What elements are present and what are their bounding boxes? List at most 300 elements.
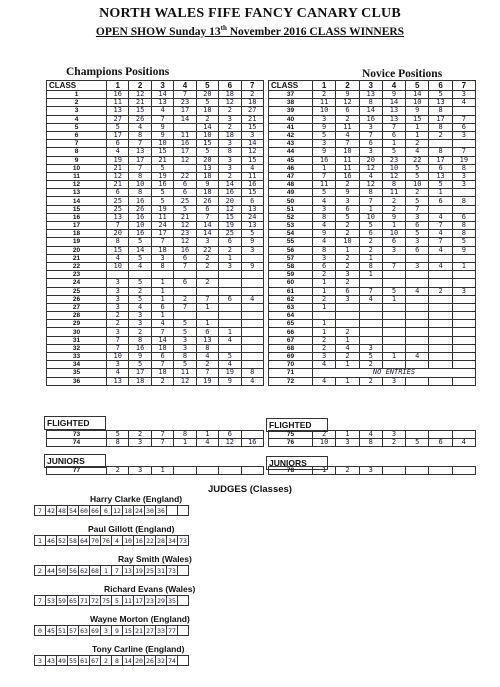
position-value: 5 [406,172,429,180]
position-value: 13 [429,99,452,107]
position-value: 10 [313,439,336,447]
table-row [47,205,264,213]
position-value [429,254,452,262]
position-value: 1 [196,303,218,311]
position-value: 2 [219,123,241,131]
position-value [429,377,452,385]
position-value: 3 [452,287,475,295]
judge-class-cell: 60 [80,506,88,515]
position-value: 8 [429,107,452,115]
judge-class-cell: 52 [58,536,66,545]
judge-classes-row [34,625,189,636]
position-value: 11 [107,99,129,107]
position-value: 9 [382,213,405,221]
judge-class-cell: 74 [168,656,176,665]
judges-title: JUDGES (Classes) [208,484,292,495]
position-value: 15 [129,107,151,115]
position-value: 4 [452,439,475,447]
position-value: 8 [107,439,129,447]
position-value [382,254,405,262]
position-value: 3 [129,312,151,320]
judge-class-cell: 30 [146,506,154,515]
class-number: 46 [269,164,313,172]
position-value: 7 [406,205,429,213]
position-value: 8 [241,369,263,377]
class-number: 31 [47,336,107,344]
position-value: 1 [313,164,336,172]
position-header: 4 [174,81,196,91]
position-header: 7 [241,81,263,91]
position-value: 1 [313,287,336,295]
judge-class-cell: 61 [80,656,88,665]
position-value: 4 [241,377,263,385]
position-value [359,320,382,328]
position-value: 7 [129,140,151,148]
class-number: 34 [47,361,107,369]
judge-class-cell: 9 [112,626,123,636]
class-number: 49 [269,189,313,197]
class-number: 35 [47,369,107,377]
position-value: 6 [452,213,475,221]
position-value: 2 [313,91,336,99]
position-value: 3 [129,320,151,328]
position-value: 4 [219,361,241,369]
judge-class-cell: 25 [146,566,154,575]
position-value [107,271,129,279]
position-value: 10 [382,164,405,172]
position-value: 5 [196,99,218,107]
table-row [47,115,264,123]
position-value: 12 [107,172,129,180]
class-number: 32 [47,344,107,352]
position-value: 3 [219,262,241,270]
position-value: 12 [336,99,359,107]
class-number: 55 [269,238,313,246]
table-row [47,189,264,197]
position-value: 15 [406,115,429,123]
position-value: 4 [196,439,218,447]
class-number: 44 [269,148,313,156]
position-value: 2 [313,271,336,279]
judge-class-cell: 32 [157,656,165,665]
position-value [452,254,475,262]
position-value: 21 [241,115,263,123]
position-value: 19 [151,172,173,180]
position-value: 3 [452,91,475,99]
table-row [269,336,476,344]
judge-class-cell: 67 [91,656,99,665]
position-value: 17 [107,131,129,139]
judge-class-cell: 76 [102,536,110,545]
position-value: 5 [313,131,336,139]
table-row [269,254,476,262]
table-row [269,189,476,197]
position-value: 11 [313,181,336,189]
judge-class-cell: 14 [124,656,132,665]
position-value [219,271,241,279]
position-value [452,336,475,344]
position-value: 2 [196,361,218,369]
position-value [196,271,218,279]
header-row [47,81,264,91]
position-value: 5 [313,189,336,197]
judge-class-cell: 50 [58,566,66,575]
table-row [269,303,476,311]
position-value: 1 [359,254,382,262]
position-value: 4 [129,123,151,131]
position-value: 1 [382,353,405,361]
position-value: 3 [406,213,429,221]
juniors-label-novice: JUNIORS [266,456,328,470]
position-value: 6 [107,189,129,197]
position-value [452,205,475,213]
judge-class-cell: 18 [124,506,132,515]
class-number: 43 [269,140,313,148]
position-value: 2 [382,439,405,447]
judge-class-cell: 36 [157,506,165,515]
table-row [269,156,476,164]
position-value: 3 [406,238,429,246]
position-value: 1 [406,131,429,139]
position-value: 21 [174,213,196,221]
position-value: 16 [129,344,151,352]
position-value: 12 [219,205,241,213]
judge-class-cell: 15 [124,626,132,635]
table-row [47,164,264,172]
position-value: 3 [151,254,173,262]
table-row [47,439,264,447]
position-value: 8 [151,262,173,270]
position-value: 13 [107,213,129,221]
position-value: 5 [107,431,129,439]
position-value: 3 [107,287,129,295]
table-row [47,344,264,352]
class-number: 14 [47,197,107,205]
position-value: 14 [359,107,382,115]
position-value [241,303,263,311]
position-value: 12 [219,439,241,447]
position-value [174,164,196,172]
position-value [452,320,475,328]
position-value: 19 [151,205,173,213]
position-value: 11 [336,164,359,172]
position-value: 6 [429,197,452,205]
position-value: 10 [313,107,336,115]
position-value: 6 [107,140,129,148]
position-value: 9 [313,230,336,238]
header-row [269,81,476,91]
position-value: 15 [219,213,241,221]
judge-class-cell: 68 [91,566,99,575]
position-value [452,328,475,336]
position-value: 1 [151,279,173,287]
position-value: 3 [452,131,475,139]
position-value: 14 [382,99,405,107]
position-header: 2 [129,81,151,91]
class-number: 19 [47,238,107,246]
position-value: 7 [336,140,359,148]
position-value: 5 [151,197,173,205]
position-value: 6 [174,279,196,287]
position-value: 10 [107,262,129,270]
position-header: 5 [196,81,218,91]
class-number: 74 [47,439,107,447]
position-value: 15 [107,246,129,254]
position-value: 20 [196,91,218,99]
position-value [452,344,475,352]
position-value: 14 [174,115,196,123]
position-value: 4 [313,377,336,385]
position-value: 16 [313,156,336,164]
position-value: 1 [313,467,336,475]
judge-class-cell: 43 [47,656,55,665]
position-value: 6 [429,439,452,447]
position-value: 14 [151,336,173,344]
position-value [359,328,382,336]
position-value [382,336,405,344]
position-value: 3 [336,295,359,303]
position-value [241,344,263,352]
table-row [269,439,476,447]
class-number: 5 [47,123,107,131]
position-value [382,320,405,328]
position-value: 4 [452,99,475,107]
judge-class-cell: 6 [101,506,112,516]
judge-class-cell: 11 [124,596,132,605]
position-value [174,467,196,475]
juniors-champions-table [46,466,264,475]
position-value [406,336,429,344]
table-row [47,287,264,295]
judge-class-cell: 26 [146,656,154,665]
table-row [269,431,476,439]
position-value [336,303,359,311]
position-value: 1 [336,431,359,439]
judge-name: Paul Gillott (England) [88,524,175,534]
position-value [406,328,429,336]
judge-class-cell: 44 [47,566,55,575]
position-header: 5 [406,81,429,91]
judge-name: Wayne Morton (England) [90,614,190,624]
position-value: 1 [336,361,359,369]
position-value: 4 [219,336,241,344]
position-value: 13 [241,205,263,213]
position-value [452,467,475,475]
position-value: 8 [129,172,151,180]
position-value: 2 [151,377,173,385]
position-value: 1 [382,222,405,230]
class-number: 56 [269,246,313,254]
judge-class-cell: 33 [157,626,165,635]
position-value: 21 [107,164,129,172]
position-value: 16 [241,181,263,189]
position-value: 13 [241,222,263,230]
class-number: 12 [47,181,107,189]
position-value: 22 [406,156,429,164]
position-value: 2 [336,279,359,287]
position-value: 7 [196,213,218,221]
position-value: 6 [174,181,196,189]
position-value: 4 [429,246,452,254]
position-value: 3 [107,303,129,311]
position-value [452,431,475,439]
position-value: 3 [313,353,336,361]
position-value: 11 [241,172,263,180]
class-number: 62 [269,295,313,303]
position-value: 3 [219,115,241,123]
judge-class-cell: 48 [58,506,66,515]
table-row [269,369,476,377]
judge-class-cell [178,566,189,576]
position-value: 10 [107,353,129,361]
position-value [219,467,241,475]
position-value: 1 [336,377,359,385]
class-number: 27 [47,303,107,311]
position-value: 11 [336,123,359,131]
position-value: 8 [429,148,452,156]
position-value: 3 [219,164,241,172]
judge-class-cell: 49 [58,656,66,665]
position-header: 2 [336,81,359,91]
judge-class-cell: 21 [135,626,143,635]
class-number: 52 [269,213,313,221]
table-row [47,181,264,189]
juniors-label-champions: JUNIORS [44,454,106,468]
position-value [429,336,452,344]
table-row [47,246,264,254]
position-value [429,205,452,213]
position-value: 22 [174,172,196,180]
position-value: 3 [336,197,359,205]
position-value [406,344,429,352]
judge-class-cell: 72 [91,596,99,605]
position-value: 2 [219,172,241,180]
judge-class-cell: 46 [47,536,55,545]
position-value [429,467,452,475]
position-value: 7 [129,164,151,172]
position-value: 8 [452,197,475,205]
position-value [406,320,429,328]
position-value: 10 [151,140,173,148]
position-value: 2 [406,140,429,148]
position-value: 20 [196,156,218,164]
position-value: 3 [107,361,129,369]
position-value: 9 [196,181,218,189]
position-value: 8 [174,353,196,361]
position-value: 21 [129,99,151,107]
position-value: 2 [359,361,382,369]
position-value: 7 [174,303,196,311]
table-row [47,91,264,99]
table-row [47,131,264,139]
position-value: 3 [359,123,382,131]
position-value: 14 [151,91,173,99]
class-number: 16 [47,213,107,221]
champions-title: Champions Positions [66,66,170,78]
position-value: 8 [429,123,452,131]
position-value: 3 [382,246,405,254]
position-value: 19 [219,369,241,377]
position-value: 7 [151,431,173,439]
position-value: 3 [359,344,382,352]
position-value: 1 [452,262,475,270]
class-number: 42 [269,131,313,139]
class-number: 15 [47,205,107,213]
class-number: 4 [47,115,107,123]
position-value: 9 [336,189,359,197]
table-row [269,131,476,139]
position-value: 6 [174,189,196,197]
juniors-novice-table [268,466,476,475]
position-value [241,336,263,344]
position-value: 4 [107,369,129,377]
position-value [336,312,359,320]
position-value: 12 [174,238,196,246]
position-value [429,353,452,361]
position-value: 8 [129,336,151,344]
position-value [174,123,196,131]
flighted-novice-table [268,430,476,447]
table-row [47,148,264,156]
position-value: 4 [151,320,173,328]
position-value: 2 [382,197,405,205]
judge-classes-row [34,595,189,606]
position-value: 7 [382,123,405,131]
position-value: 1 [359,271,382,279]
class-number: 58 [269,262,313,270]
position-value: 6 [382,238,405,246]
position-value: 9 [382,91,405,99]
position-value: 10 [336,148,359,156]
position-value [241,328,263,336]
position-value: 2 [107,320,129,328]
position-header: 4 [382,81,405,91]
table-row [269,344,476,352]
position-value: 15 [196,140,218,148]
position-value: 7 [196,369,218,377]
table-row [47,238,264,246]
position-value: 7 [452,115,475,123]
table-row [269,140,476,148]
judge-class-cell: 53 [47,596,55,605]
position-value: 12 [174,156,196,164]
position-value: 7 [452,148,475,156]
position-value: 17 [174,148,196,156]
position-value [452,303,475,311]
class-number: 1 [47,91,107,99]
position-value [429,431,452,439]
position-header: 1 [313,81,336,91]
position-value: 5 [174,205,196,213]
position-value: 7 [359,197,382,205]
class-header: CLASS [47,81,107,91]
position-value: 3 [196,238,218,246]
position-value: 16 [129,213,151,221]
position-value: 3 [241,131,263,139]
class-number: 22 [47,262,107,270]
position-value: 4 [429,262,452,270]
position-value [382,279,405,287]
class-number: 50 [269,197,313,205]
class-number: 61 [269,287,313,295]
position-value: 2 [129,328,151,336]
judge-class-cell: 8 [112,656,123,666]
position-value: 14 [406,91,429,99]
flighted-label-novice: FLIGHTED [266,418,328,432]
class-number: 63 [269,303,313,311]
position-value [241,271,263,279]
position-value: 3 [336,439,359,447]
